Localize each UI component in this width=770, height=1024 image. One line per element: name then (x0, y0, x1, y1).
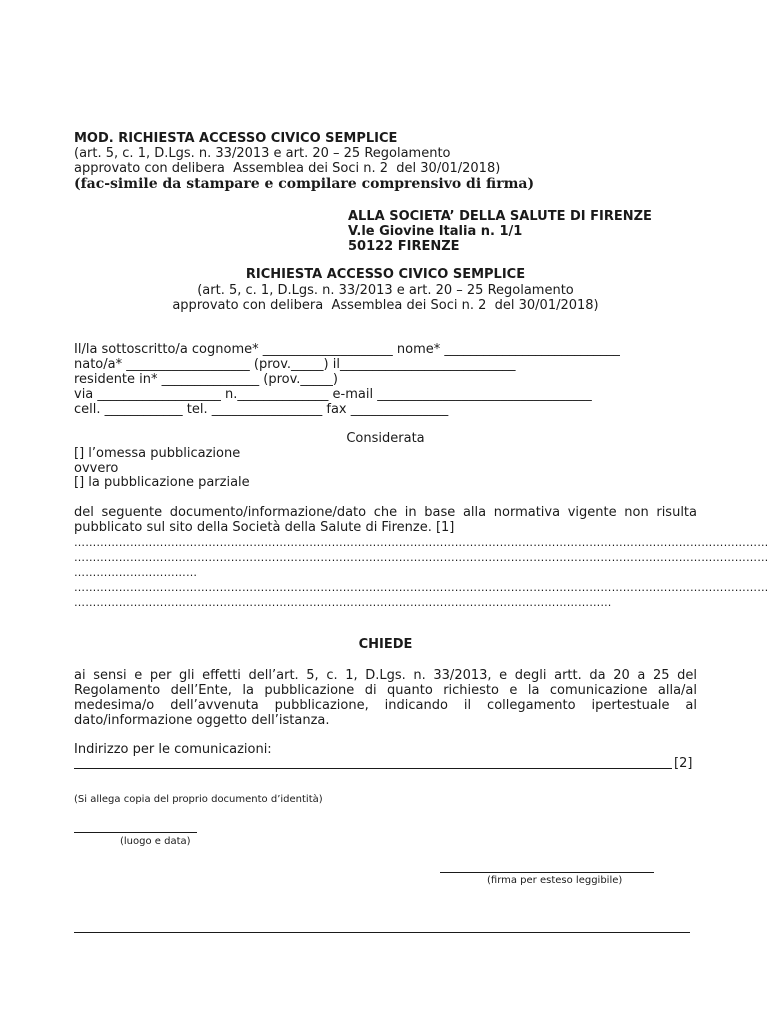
signature-label: (firma per esteso leggibile) (487, 875, 623, 886)
chiede-line3: medesima/o dell’avvenuta pubblicazione, indicando il collegamento ipertestuale al (74, 698, 697, 713)
field-cell-tel-fax[interactable]: cell. ____________ tel. _________________ fax _______________ (74, 402, 449, 417)
dotted-line-1[interactable]: …………………………………………………………………………………………………………………………………………………………………… (74, 536, 769, 549)
place-date-line[interactable] (74, 832, 197, 833)
address-input-line[interactable] (74, 768, 672, 769)
recipient-city: 50122 FIRENZE (348, 239, 460, 254)
form-subtitle-line1: (art. 5, c. 1, D.Lgs. n. 33/2013 e art. 20 – 25 Regolamento (74, 146, 451, 161)
document-paragraph-line2: pubblicato sul sito della Società della Salute di Firenze. [1] (74, 520, 455, 535)
request-subtitle-line2: approvato con delibera Assemblea dei Soci n. 2 del 30/01/2018) (172, 298, 599, 313)
field-nato-prov-il[interactable]: nato/a* ___________________ (prov._____) il___________________________ (74, 357, 516, 372)
address-label: Indirizzo per le comunicazioni: (74, 742, 272, 757)
place-date-label: (luogo e data) (120, 836, 191, 847)
document-page (74, 0, 769, 1024)
field-cognome-nome[interactable]: Il/la sottoscritto/a cognome* ____________________ nome* ___________________________ (74, 342, 620, 357)
field-residente-prov[interactable]: residente in* _______________ (prov._____) (74, 372, 338, 387)
request-subtitle-line1: (art. 5, c. 1, D.Lgs. n. 33/2013 e art. 20 – 25 Regolamento (197, 283, 574, 298)
signature-line[interactable] (440, 872, 654, 873)
chiede-heading: CHIEDE (358, 637, 413, 652)
form-title: MOD. RICHIESTA ACCESSO CIVICO SEMPLICE (74, 131, 398, 146)
chiede-line1: ai sensi e per gli effetti dell’art. 5, c. 1, D.Lgs. n. 33/2013, e degli artt. da 20 a 25 del (74, 668, 697, 683)
footer-divider (74, 932, 690, 933)
checkbox-pubblicazione-parziale[interactable]: [] la pubblicazione parziale (74, 475, 250, 490)
checkbox-omessa-pubblicazione[interactable]: [] l’omessa pubblicazione (74, 446, 241, 461)
facsimile-note: (fac-simile da stampare e compilare comprensivo di firma) (74, 176, 535, 192)
request-title: RICHIESTA ACCESSO CIVICO SEMPLICE (245, 267, 526, 282)
ovvero-label: ovvero (74, 461, 119, 476)
chiede-line4: dato/informazione oggetto dell’istanza. (74, 713, 330, 728)
considerata-heading: Considerata (346, 431, 425, 446)
address-note-ref: [2] (674, 756, 693, 771)
document-paragraph (74, 505, 697, 535)
field-via-email[interactable]: via ___________________ n.______________ e-mail _________________________________ (74, 387, 592, 402)
dotted-line-4[interactable]: …………………………………………………………………………………………………………………………………………………………………… (74, 581, 769, 594)
recipient-name: ALLA SOCIETA’ DELLA SALUTE DI FIRENZE (348, 209, 652, 224)
attachment-note: (Si allega copia del proprio documento d’identità) (74, 794, 323, 805)
chiede-line2: Regolamento dell’Ente, la pubblicazione di quanto richiesto e la comunicazione alla/al (74, 683, 697, 698)
recipient-street: V.le Giovine Italia n. 1/1 (348, 224, 523, 239)
form-subtitle-line2: approvato con delibera Assemblea dei Soci n. 2 del 30/01/2018) (74, 161, 501, 176)
dotted-line-5[interactable]: ……………………………………………………………………………………………………………………………… (74, 596, 612, 609)
document-paragraph-line1: del seguente documento/informazione/dato che in base alla normativa vigente non risulta (74, 505, 697, 520)
dotted-line-2[interactable]: …………………………………………………………………………………………………………………………………………………………………… (74, 551, 769, 564)
dotted-line-3[interactable]: …………………………… (74, 566, 198, 579)
chiede-paragraph (74, 668, 697, 728)
